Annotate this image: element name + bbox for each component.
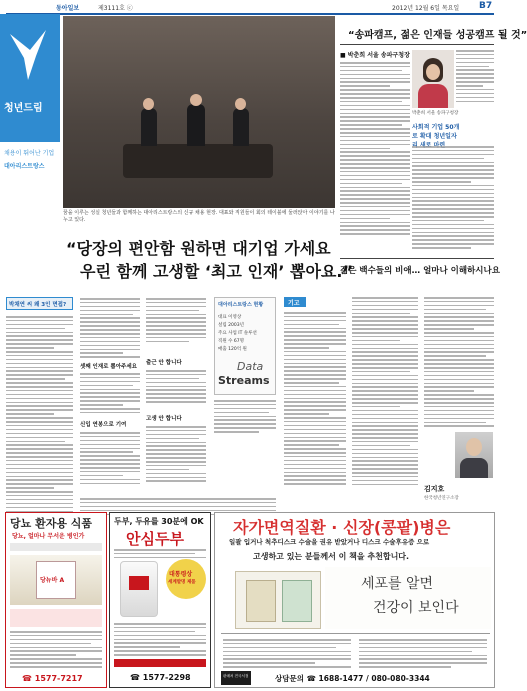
info-row: 직원 수 67명 <box>218 339 244 344</box>
ad-cell-book <box>214 512 495 688</box>
sidebar-panel <box>0 14 60 142</box>
sidebar-subtitle: 채용이 뛰어난 기업 <box>4 150 55 157</box>
ad3-book-photo <box>235 571 321 629</box>
columnist-name: 김지호 <box>424 485 445 493</box>
left-question: 박채연 씨 왜 3인 면접? <box>9 302 67 308</box>
ad3-phone: 상담문의 ☎ 1688-1477 / 080-080-3344 <box>275 674 430 683</box>
info-row: 대표 이영상 <box>218 315 242 320</box>
ad3-order-label: 판매처 전국서점 <box>223 674 249 678</box>
main-headline-line1: “당장의 편안함 원하면 대기업 가세요 <box>66 239 331 258</box>
company-info-header: 대아리스트랑스 현황 <box>218 302 264 308</box>
mayor-caption: 박춘희 서울 송파구청장 <box>412 111 459 116</box>
ad1-phone: ☎ 1577-7217 <box>22 674 83 683</box>
datastreams-logo-sub: Streams <box>218 374 270 387</box>
ad2-product-photo <box>120 561 158 617</box>
main-photo <box>63 16 335 208</box>
ad1-sub: 당뇨, 얼마나 무서운 병인가 <box>12 533 85 540</box>
ad2-line2: 안심두부 <box>126 530 184 548</box>
sidebar-brand: 청년드림 <box>4 103 43 114</box>
company-info-box <box>214 297 276 395</box>
right-sub-section-title: 젊은 백수들의 비애… 얼마나 이해하시나요 <box>340 266 500 276</box>
datastreams-logo-main: Data <box>237 360 264 373</box>
ad3-book-line2: 건강이 보인다 <box>373 600 459 616</box>
ad-diabetes-food <box>5 512 107 688</box>
page-header <box>0 0 500 13</box>
subhead-box2: 신입 연봉으로 기여 <box>80 422 127 428</box>
column-label: 기고 <box>288 300 300 307</box>
ad2-badge-line1: 대통령상 <box>169 571 193 578</box>
right-feature-title: “송파캠프, 젊은 인재들 성공캠프 될 것” <box>348 30 527 41</box>
photo-caption: 꿈을 이루는 성실 청년들과 함께하는 대아리스트랑스의 신규 채용 현장. 대표와 직원들이 회의 테이블에 둘러앉아 이야기를 나누고 있다. <box>63 210 335 223</box>
ad3-title: 자가면역질환 · 신장(콩팥)병은 <box>233 518 451 537</box>
right-feature-subhead: 사회적 기업 50개로 확대 청년일자 <box>412 124 460 140</box>
ad2-phone: ☎ 1577-2298 <box>130 673 191 682</box>
bird-logo <box>6 26 52 86</box>
ad2-badge-line2: 세계발명 제품 <box>168 580 196 585</box>
meeting-table <box>123 144 273 178</box>
ad-tofu-maker <box>109 512 211 688</box>
issue-date: 2012년 12월 6일 목요일 <box>392 5 460 12</box>
info-row: 주요 사업 IT 솔루션 <box>218 331 257 336</box>
ad2-line1: 두부, 두유를 30분에 OK <box>114 517 204 526</box>
mayor-portrait <box>412 50 454 108</box>
ad3-sub1: 일괄 입거나 척추디스크 수술을 권유 받았거나 디스크 수술후유증 으로 <box>229 538 430 546</box>
header-rule <box>6 13 494 15</box>
columnist-photo <box>455 432 493 478</box>
ad3-book-line1: 세포를 알면 <box>361 576 434 592</box>
ad3-book-cover <box>325 567 491 629</box>
info-row: 매출 120억 원 <box>218 347 247 352</box>
main-headline-line2: 우린 함께 고생할 ‘최고 인재’ 뽑아요.” <box>80 262 353 281</box>
edition-number: 제3111호 ⓒ <box>98 5 133 12</box>
ad1-product-photo <box>10 555 102 605</box>
info-row: 설립 2003년 <box>218 323 244 328</box>
ad1-title: 당뇨 환자용 식품 <box>10 517 93 530</box>
ad3-sub2: 고생하고 있는 분들께서 이 책을 추천합니다. <box>253 552 410 561</box>
columnist-title: 한국청년연구소장 <box>424 496 459 501</box>
page-number: B7 <box>479 1 493 11</box>
paper-name: 동아일보 <box>56 5 80 12</box>
subhead-box3: 출근 안 합니다 <box>146 360 182 366</box>
subhead-box1: 셋째 인재로 뽑아주세요 <box>80 364 137 370</box>
subhead-box4: 고생 안 합니다 <box>146 416 182 422</box>
ad1-product-label: 당뉴바 A <box>40 577 65 584</box>
right-feature-byline: ■ 박춘희 서울 송파구청장 <box>340 52 410 59</box>
sidebar-company: 대아리스트랑스 <box>4 163 45 170</box>
